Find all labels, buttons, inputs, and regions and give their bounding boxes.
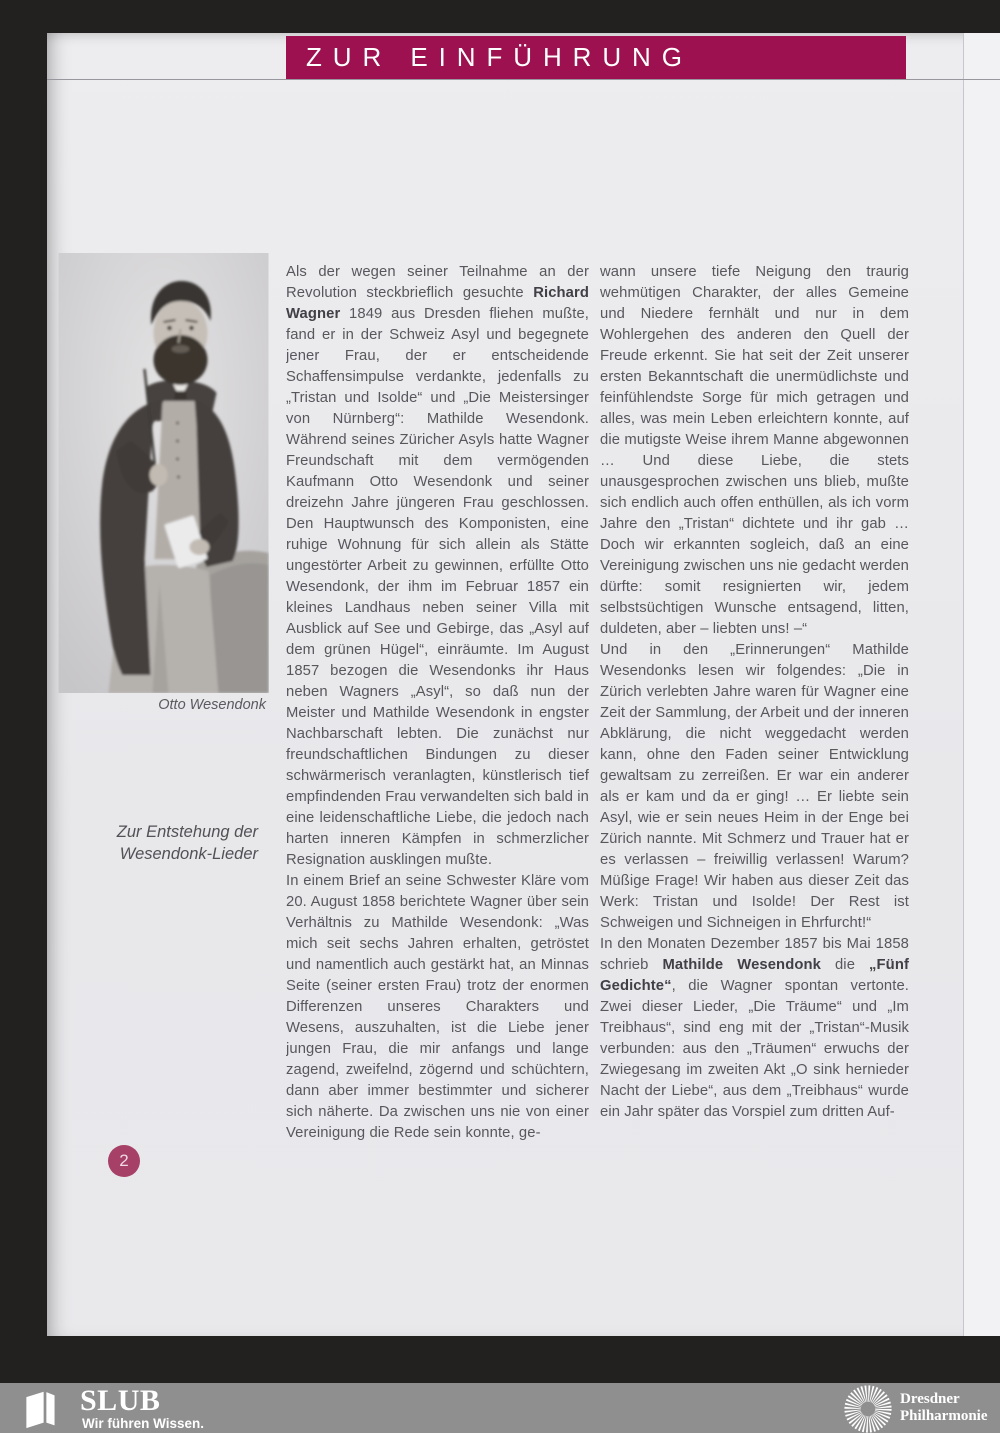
page-number: 2 <box>119 1151 129 1170</box>
paragraph-text: die <box>820 957 870 973</box>
slub-book-icon <box>20 1389 60 1429</box>
article-column-right <box>600 262 909 1123</box>
philharmonie-wordmark <box>900 1391 988 1425</box>
portrait-otto-wesendonk-image <box>58 253 269 693</box>
paragraph-text: Als der wegen seiner Teilnahme an der Revolution steckbrieflich gesuchte <box>286 264 589 301</box>
photo-caption: Otto Wesendonk <box>158 697 266 713</box>
page-fold-edge <box>963 33 1000 1336</box>
slub-tagline: Wir führen Wissen. <box>82 1416 205 1431</box>
paragraph-text: , die Wagner spontan vertonte. Zwei dieser Lieder, „Die Träume“ und „Im Treibhaus“, sind eng mit der „Tristan“-Musik verbunden: aus den „Träumen“ erwuchs der Zwiegesang im zweiten Akt „O sink hernieder Nacht der Liebe“, aus dem „Treibhaus“ wurde ein Jahr später das Vorspiel zum dritten Auf- <box>600 978 909 1120</box>
slub-wordmark: SLUB <box>80 1384 161 1417</box>
page-number-badge <box>108 1145 140 1177</box>
article-side-label <box>115 821 258 865</box>
article-column-left <box>286 262 589 1144</box>
bold-name-mathilde-wesendonk: Mathilde Wesendonk <box>662 957 821 973</box>
paragraph: Und in den „Erinnerungen“ Mathilde Wesendonks lesen wir folgendes: „Die in Zürich verlebten Jahre waren für Wagner eine Zeit der Sammlung, der Arbeit und der inneren Abklärung, die nicht weggedacht werden kann, ohne den Faden seiner Entwicklung gewaltsam zu zerreißen. Er war ein anderer als er kam und da er ging! … Er liebte sein Asyl, wie er sein neues Heim in der Enge bei Zürich nannte. Mit Schmerz und Trauer hat er es verlassen – freiwillig verlassen! Warum? Müßige Frage! Wir haben aus dieser Zeit das Werk: Tristan und Isolde! Der Rest ist Schweigen und Sichneigen in Ehrfurcht!“ <box>600 642 909 931</box>
philharmonie-line1: Dresdner <box>900 1391 960 1407</box>
side-label-line2: Wesendonk-Lieder <box>119 845 258 863</box>
paragraph: In einem Brief an seine Schwester Kläre vom 20. August 1858 berichtete Wagner über sein Verhältnis zu Mathilde Wesendonk: „Was mich seit sechs Jahren erhalten, getröstet und namentlich auch gestärkt hat, an Minnas Seite (seiner ersten Frau) trotz der enormen Differenzen unseres Charakters und Wesens, auszuhalten, ist die Liebe jener jungen Frau, die mir anfangs und lange zagend, zweifelnd, zögernd und schüchtern, dann aber immer bestimmter und sicherer sich näherte. Da zwischen uns nie von einer Vereinigung die Rede sein konnte, ge- <box>286 873 589 1141</box>
section-title: ZUR EINFÜHRUNG <box>306 42 693 72</box>
side-label-line1: Zur Entstehung der <box>116 823 258 841</box>
paragraph-text: 1849 aus Dresden fliehen mußte, fand er in der Schweiz Asyl und begegnete jener Frau, der er entscheidende Schaffensimpulse verdankte, jedenfalls zu „Tristan und Isolde“ und „Die Meistersinger von Nürnberg“: Mathilde Wesendonk. Während seines Züricher Asyls hatte Wagner Freundschaft mit dem vermögenden Kaufmann Otto Wesendonk und seiner dreizehn Jahre jüngeren Frau geschlossen. Den Hauptwunsch des Komponisten, eine ruhige Wohnung für sich allein als Stätte ungestörter Arbeit zu gewinnen, erfüllte Otto Wesendonk, der ihm im Februar 1857 ein kleines Landhaus neben seiner Villa mit Ausblick auf See und Gebirge, das „Asyl auf dem grünen Hügel“, einräumte. Im August 1857 bezogen die Wesendonks ihr Haus neben Wagners „Asyl“, so daß nun der Meister und Mathilde Wesendonk in engster Nachbarschaft lebten. Die zunächst nur freundschaftlichen Bindungen zu dieser schwärmerisch veranlagten, künstlerisch tief empfindenden Frau verwandelten sich bald in eine leidenschaftliche Liebe, die jedoch nach harten inneren Kämpfen in schmerzlicher Resignation ausklingen mußte. <box>286 306 589 868</box>
philharmonie-line2: Philharmonie <box>900 1408 988 1424</box>
bold-name-richard-wagner: Richard Wagner <box>286 285 589 322</box>
paragraph-text: In den Monaten Dezember 1857 bis Mai 1858 schrieb <box>600 936 909 973</box>
philharmonie-starburst-icon <box>842 1383 894 1433</box>
bold-title-fuenf-gedichte: „Fünf Gedichte“ <box>600 957 909 994</box>
header-rule <box>47 79 1000 80</box>
paragraph <box>286 262 589 871</box>
section-banner <box>286 36 906 79</box>
portrait-photo <box>58 253 269 693</box>
scanned-page <box>47 33 1000 1336</box>
viewer-footer-bar <box>0 1383 1000 1433</box>
paragraph <box>600 934 909 1123</box>
paragraph: wann unsere tiefe Neigung den traurig wehmütigen Charakter, der alles Gemeine und Niedere fernhält und nur in dem Wohlergehen des anderen den Quell der Freude erkennt. Sie hat seit der Zeit unserer ersten Bekanntschaft die unermüdlichste und feinfühlendste Sorge für mich getragen und alles, was mein Leben erleichtern konnte, auf die mutigste Weise ihrem Manne abgewonnen … Und diese Liebe, die stets unausgesprochen zwischen uns blieb, mußte sich endlich auch offen enthüllen, als ich vorm Jahre den „Tristan“ dichtete und ihr gab … Doch wir erkannten sogleich, daß an eine Vereinigung zwischen uns nie gedacht werden dürfte: somit resignierten wir, jedem selbstsüchtigen Wunsche entsagend, litten, duldeten, aber – liebten uns! –“ <box>600 264 909 637</box>
